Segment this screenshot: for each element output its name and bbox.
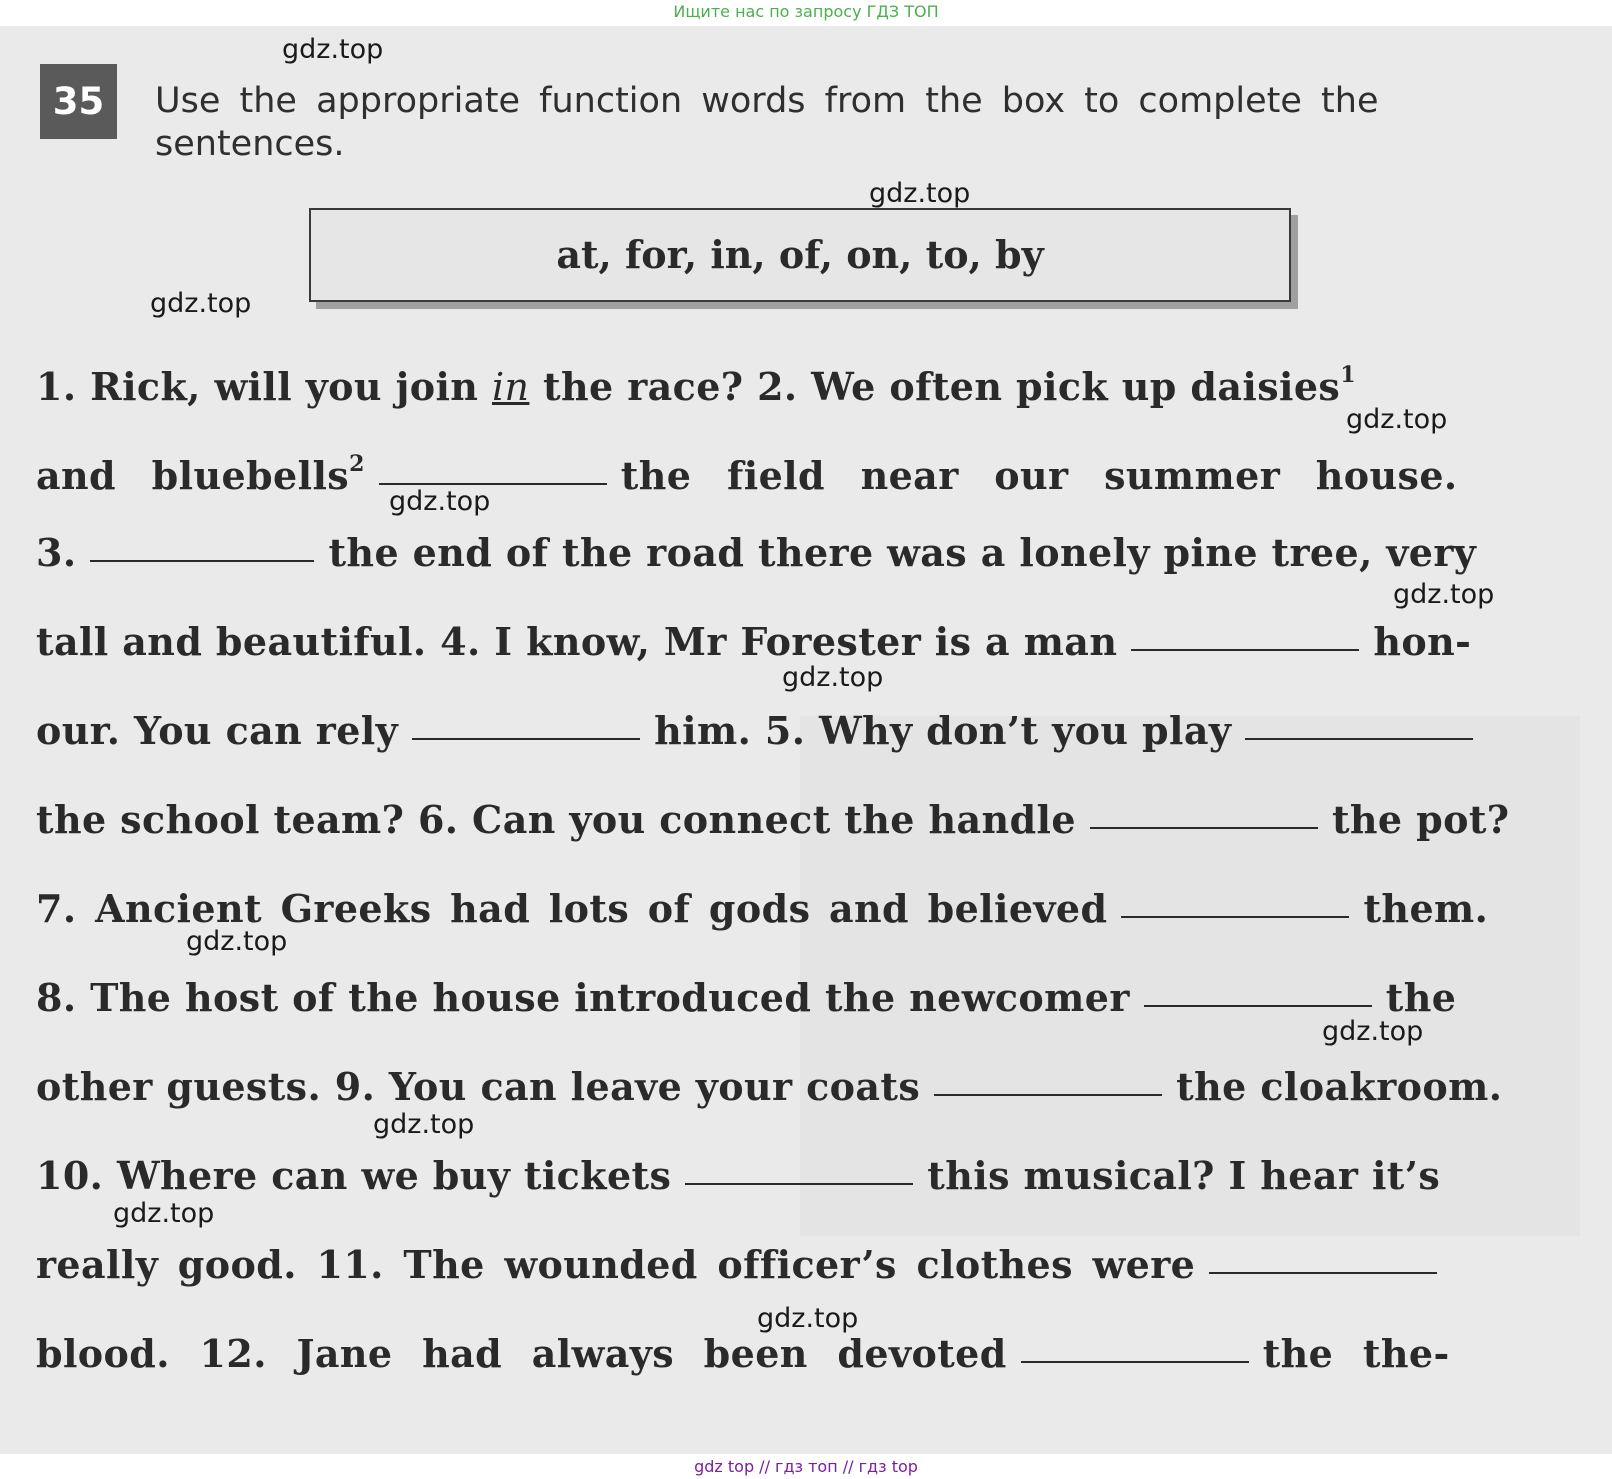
text: the field near our summer house. — [620, 453, 1458, 498]
text: the — [1385, 975, 1457, 1020]
watermark: gdz.top — [373, 1109, 475, 1140]
sentence-line-1 — [36, 345, 1556, 409]
text: really good. 11. The wounded officer’s clothes were — [36, 1242, 1196, 1287]
text: the end of the road there was a lonely pine tree, very — [328, 530, 1477, 575]
sentence-line-6 — [36, 790, 1556, 850]
answer-blank[interactable] — [379, 482, 607, 485]
sentence-line-3 — [36, 523, 1556, 583]
sentence-line-2 — [36, 434, 1556, 498]
watermark: gdz.top — [282, 34, 384, 65]
top-banner — [0, 0, 1612, 26]
answer-blank[interactable] — [1245, 737, 1473, 740]
text: tall and beautiful. 4. I know, Mr Forester is a man — [36, 619, 1118, 664]
answer-blank[interactable] — [685, 1182, 913, 1185]
text: them. — [1363, 886, 1489, 931]
text: 7. Ancient Greeks had lots of gods and believed — [36, 886, 1108, 931]
text: and bluebells — [36, 453, 350, 498]
text: this musical? I hear it’s — [927, 1153, 1441, 1198]
watermark: gdz.top — [757, 1303, 859, 1334]
answer-blank[interactable] — [1090, 826, 1318, 829]
answer-in: in — [491, 365, 530, 409]
footnote-mark: 2 — [349, 451, 365, 477]
text: the the- — [1262, 1331, 1450, 1376]
watermark: gdz.top — [113, 1198, 215, 1229]
footer — [0, 1454, 1612, 1479]
answer-blank[interactable] — [90, 559, 314, 562]
watermark: gdz.top — [150, 288, 252, 319]
sentence-line-5 — [36, 701, 1556, 761]
sentence-line-11 — [36, 1235, 1556, 1295]
text: our. You can rely — [36, 708, 399, 753]
watermark: gdz.top — [782, 662, 884, 693]
text: 1. Rick, will you join — [36, 364, 492, 409]
answer-blank[interactable] — [1021, 1360, 1249, 1363]
answer-blank[interactable] — [412, 737, 640, 740]
watermark: gdz.top — [1322, 1016, 1424, 1047]
text: 8. The host of the house introduced the newcomer — [36, 975, 1130, 1020]
watermark: gdz.top — [869, 178, 971, 209]
answer-blank[interactable] — [1209, 1271, 1437, 1274]
text: blood. 12. Jane had always been devoted — [36, 1331, 1007, 1376]
text: 3. — [36, 530, 77, 575]
answer-blank[interactable] — [1121, 915, 1349, 918]
word-box: at, for, in, of, on, to, by — [309, 208, 1291, 302]
watermark: gdz.top — [186, 926, 288, 957]
exercise-instruction: Use the appropriate function words from the box to complete the sentences. — [155, 81, 1379, 164]
watermark: gdz.top — [1393, 579, 1495, 610]
answer-blank[interactable] — [1144, 1004, 1372, 1007]
answer-blank[interactable] — [934, 1093, 1162, 1096]
text: him. 5. Why don’t you play — [654, 708, 1232, 753]
watermark: gdz.top — [389, 486, 491, 517]
footer-text: gdz top // гдз топ // гдз top — [694, 1457, 918, 1476]
exercise-number: 35 — [40, 64, 117, 139]
sentence-line-10 — [36, 1146, 1556, 1206]
top-banner-text: Ищите нас по запросу ГДЗ ТОП — [673, 2, 939, 21]
footnote-mark: 1 — [1340, 362, 1356, 388]
text: the pot? — [1331, 797, 1510, 842]
text: other guests. 9. You can leave your coats — [36, 1064, 921, 1109]
sentence-line-9 — [36, 1057, 1556, 1117]
answer-blank[interactable] — [1131, 648, 1359, 651]
textbook-page — [0, 26, 1612, 1454]
text: the cloakroom. — [1176, 1064, 1503, 1109]
text: 10. Where can we buy tickets — [36, 1153, 672, 1198]
text: hon- — [1373, 619, 1472, 664]
watermark: gdz.top — [1346, 404, 1448, 435]
text: the race? 2. We often pick up daisies — [529, 364, 1341, 409]
text: the school team? 6. Can you connect the handle — [36, 797, 1076, 842]
